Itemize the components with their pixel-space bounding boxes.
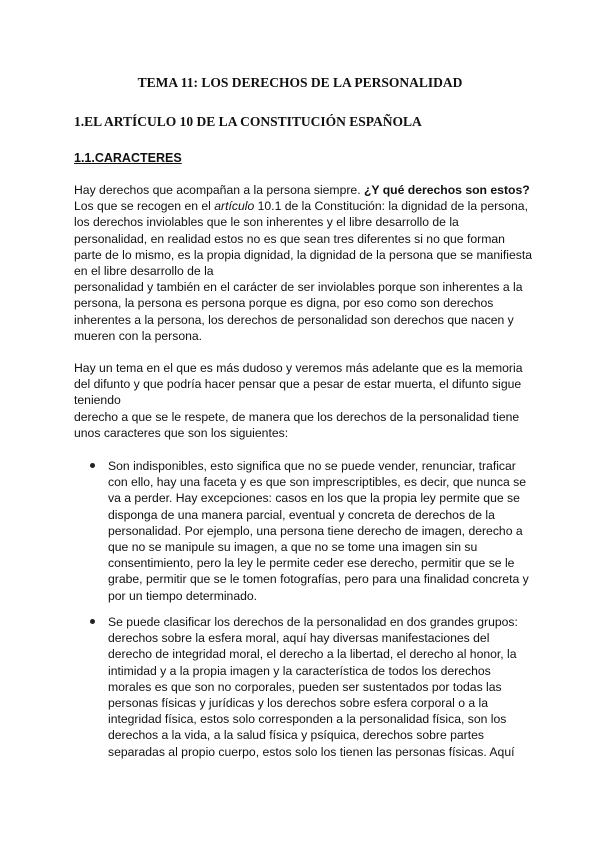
paragraph-line: unos caracteres que son los siguientes:: [74, 425, 289, 440]
list-item-line: separadas al propio cuerpo, estos solo los tienen las personas físicas. Aquí: [108, 744, 515, 759]
text-segment: Hay derechos que acompañan a la persona siempre.: [74, 183, 364, 197]
paragraph-line: teniendo: [74, 393, 121, 408]
list-item: [74, 614, 534, 760]
paragraph-characteristics: [74, 360, 534, 441]
list-item: [74, 458, 534, 604]
paragraph-line: personalidad y también en el carácter de ser inviolables porque son inherentes a la: [74, 280, 523, 295]
list-item-line: personas físicas y jurídicas y los derechos sobre esfera corporal o a la: [108, 696, 489, 711]
text-segment: 10.1 de la Constitución: la dignidad de la persona,: [254, 199, 528, 214]
list-item-line: con ello, hay una faceta y es que son imprescriptibles, es decir, que nunca se: [108, 475, 527, 490]
list-item-line: integridad física, estos solo corresponden a la personalidad física, son los: [108, 712, 507, 727]
list-item-line: morales es que son no corporales, pueden ser sustentados por todas las: [108, 679, 502, 694]
paragraph-intro: [74, 182, 534, 344]
bullet-list: [74, 614, 534, 760]
list-item-line: por un tiempo determinado.: [108, 588, 258, 603]
text-segment: Los que se recogen en el: [74, 199, 215, 214]
paragraph-line: personalidad, en realidad estos no es que sean tres diferentes si no que forman: [74, 231, 505, 246]
list-item-line: que no se manipule su imagen, a que no se tome una imagen sin su: [108, 540, 478, 555]
bullet-list: [74, 458, 534, 604]
list-item-line: personalidad. Por ejemplo, una persona tiene derecho de imagen, derecho a: [108, 523, 523, 538]
paragraph-line: los derechos inviolables que le son inherentes y el libre desarrollo de la: [74, 215, 459, 230]
paragraph-line: [74, 198, 534, 214]
paragraph-line: derecho a que se le respete, de manera que los derechos de la personalidad tiene: [74, 409, 520, 424]
italic-term: artículo: [214, 199, 255, 214]
paragraph-line: [74, 182, 534, 198]
bold-question: ¿Y qué derechos son estos?: [363, 183, 530, 197]
section-heading: 1.EL ARTÍCULO 10 DE LA CONSTITUCIÓN ESPAÑOLA: [74, 114, 422, 129]
paragraph-line: Hay un tema en el que es más dudoso y veremos más adelante que es la memoria: [74, 361, 523, 375]
paragraph-line: del difunto y que podría hacer pensar que a pesar de estar muerta, el difunto sigue: [74, 377, 522, 392]
paragraph-line: inherentes a la persona, los derechos de personalidad son derechos que nacen y: [74, 312, 514, 327]
list-item-line: derecho de integridad moral, el derecho a la libertad, el derecho al honor, la: [108, 647, 517, 662]
list-item-line: Se puede clasificar los derechos de la personalidad en dos grandes grupos:: [108, 615, 518, 629]
bullet-dot-icon: [90, 619, 95, 624]
list-item-line: grabe, permitir que se le tomen fotografías, pero para una finalidad concreta y: [108, 572, 529, 587]
list-item-line: va a perder. Hay excepciones: casos en los que la propia ley permite que se: [108, 491, 520, 506]
bullet-dot-icon: [90, 463, 95, 468]
paragraph-line: parte de lo mismo, es la propia dignidad, la dignidad de la persona que se manifiesta: [74, 247, 532, 262]
list-item-line: disponga de una manera parcial, eventual y concreta de derechos de la: [108, 507, 495, 522]
list-item-line: consentimiento, pero la ley le permite ceder ese derecho, permitir que se le: [108, 556, 515, 571]
list-item-line: Son indisponibles, esto significa que no se puede vender, renunciar, traficar: [108, 459, 516, 473]
paragraph-line: persona, la persona es persona porque es digna, por eso como son derechos: [74, 296, 494, 311]
paragraph-line: en el libre desarrollo de la: [74, 264, 214, 279]
list-item-line: derechos a la vida, a la salud física y psíquica, derechos sobre partes: [108, 728, 484, 743]
list-item-line: intimidad y a la propia imagen y la característica de todos los derechos: [108, 663, 491, 678]
subsection-heading: 1.1.CARACTERES: [74, 151, 182, 165]
paragraph-line: mueren con la persona.: [74, 328, 203, 343]
list-item-line: derechos sobre la esfera moral, aquí hay diversas manifestaciones del: [108, 631, 490, 646]
document-title: TEMA 11: LOS DERECHOS DE LA PERSONALIDAD: [137, 75, 463, 90]
